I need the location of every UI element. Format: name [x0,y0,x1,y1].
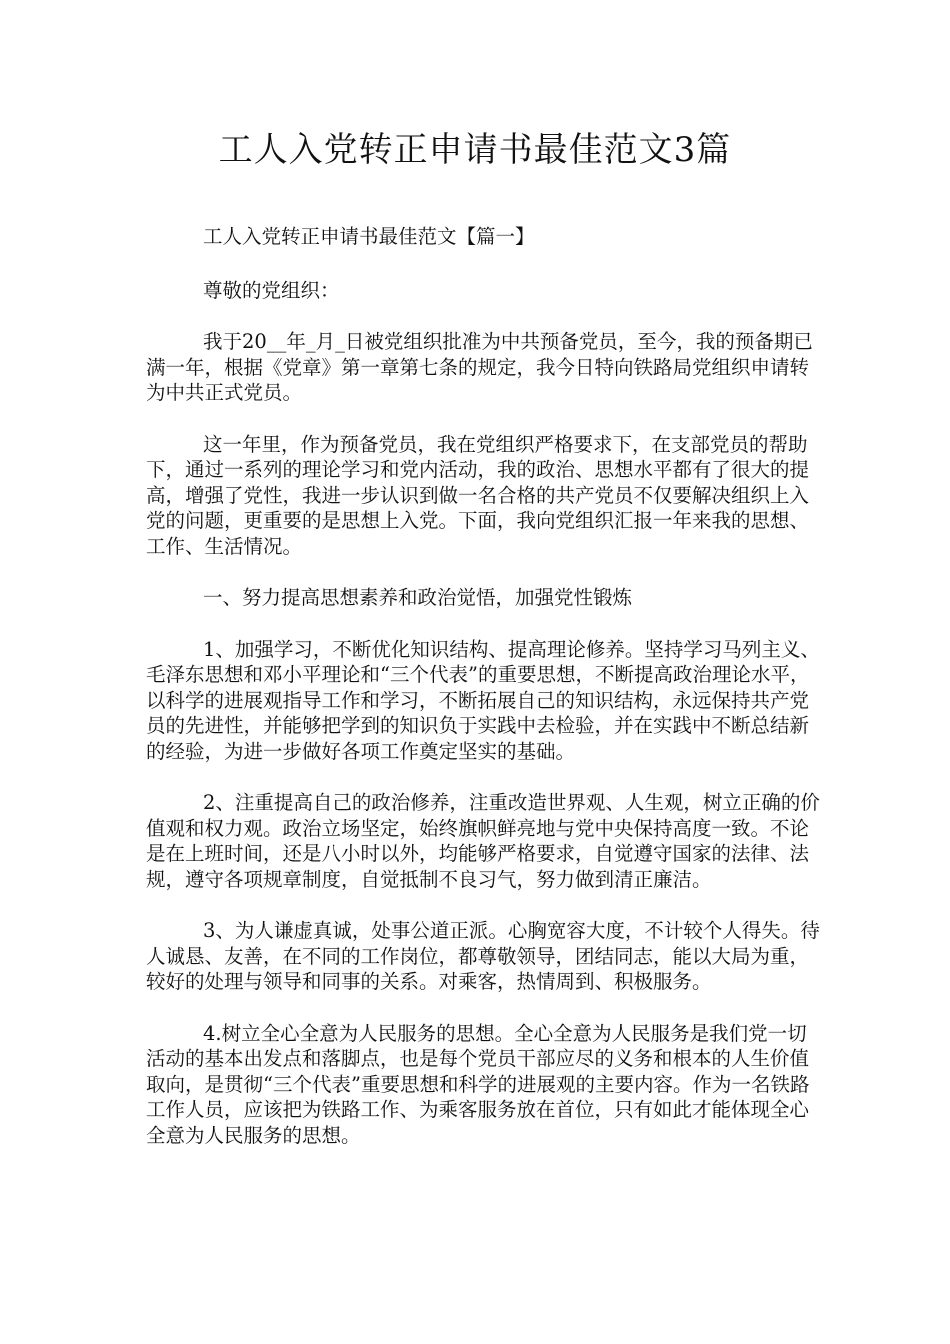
paragraph: 4.树立全心全意为人民服务的思想。全心全意为人民服务是我们党一切活动的基本出发点和落脚点，也是每个党员干部应尽的义务和根本的人生价值取向，是贯彻“三个代表”重要思想和科学的进展观的主要内容。作为一名铁路工作人员，应该把为铁路工作、为乘客服务放在首位，只有如此才能体现全心全意为人民服务的思想。 [146,1021,810,1147]
paragraph: 这一年里，作为预备党员，我在党组织严格要求下，在支部党员的帮助下，通过一系列的理论学习和党内活动，我的政治、思想水平都有了很大的提高，增强了党性，我进一步认识到做一名合格的共产党员不仅要解决组织上入党的问题，更重要的是思想上入党。下面，我向党组织汇报一年来我的思想、工作、生活情况。 [146,432,810,558]
subsection-heading: 一、努力提高思想素养和政治觉悟，加强党性锻炼 [203,586,633,609]
document-title: 工人入党转正申请书最佳范文3篇 [218,130,732,170]
document-body [146,224,822,1174]
salutation: 尊敬的党组织： [203,278,340,302]
paragraph: 1、加强学习，不断优化知识结构、提高理论修养。坚持学习马列主义、毛泽东思想和邓小平理论和“三个代表”的重要思想，不断提高政治理论水平，以科学的进展观指导工作和学习，不断拓展自己的知识结构，永远保持共产党员的先进性，并能够把学到的知识负于实践中去检验，并在实践中不断总结新的经验，为进一步做好各项工作奠定坚实的基础。 [146,637,820,763]
paragraph: 3、为人谦虚真诚，处事公道正派。心胸宽容大度，不计较个人得失。待人诚恳、友善，在不同的工作岗位，都尊敬领导，团结同志，能以大局为重，较好的处理与领导和同事的关系。对乘客，热情周到、积极服务。 [146,919,820,993]
paragraph: 我于20__年_月_日被党组织批准为中共预备党员，至今，我的预备期已满一年，根据《党章》第一章第七条的规定，我今日特向铁路局党组织申请转为中共正式党员。 [146,330,813,404]
paragraph: 2、注重提高自己的政治修养，注重改造世界观、人生观，树立正确的价值观和权力观。政治立场坚定，始终旗帜鲜亮地与党中央保持高度一致。不论是在上班时间，还是八小时以外，均能够严格要求，自觉遵守国家的法律、法规，遵守各项规章制度，自觉抵制不良习气，努力做到清正廉洁。 [146,791,820,891]
section-heading: 工人入党转正申请书最佳范文【篇一】 [203,225,535,248]
